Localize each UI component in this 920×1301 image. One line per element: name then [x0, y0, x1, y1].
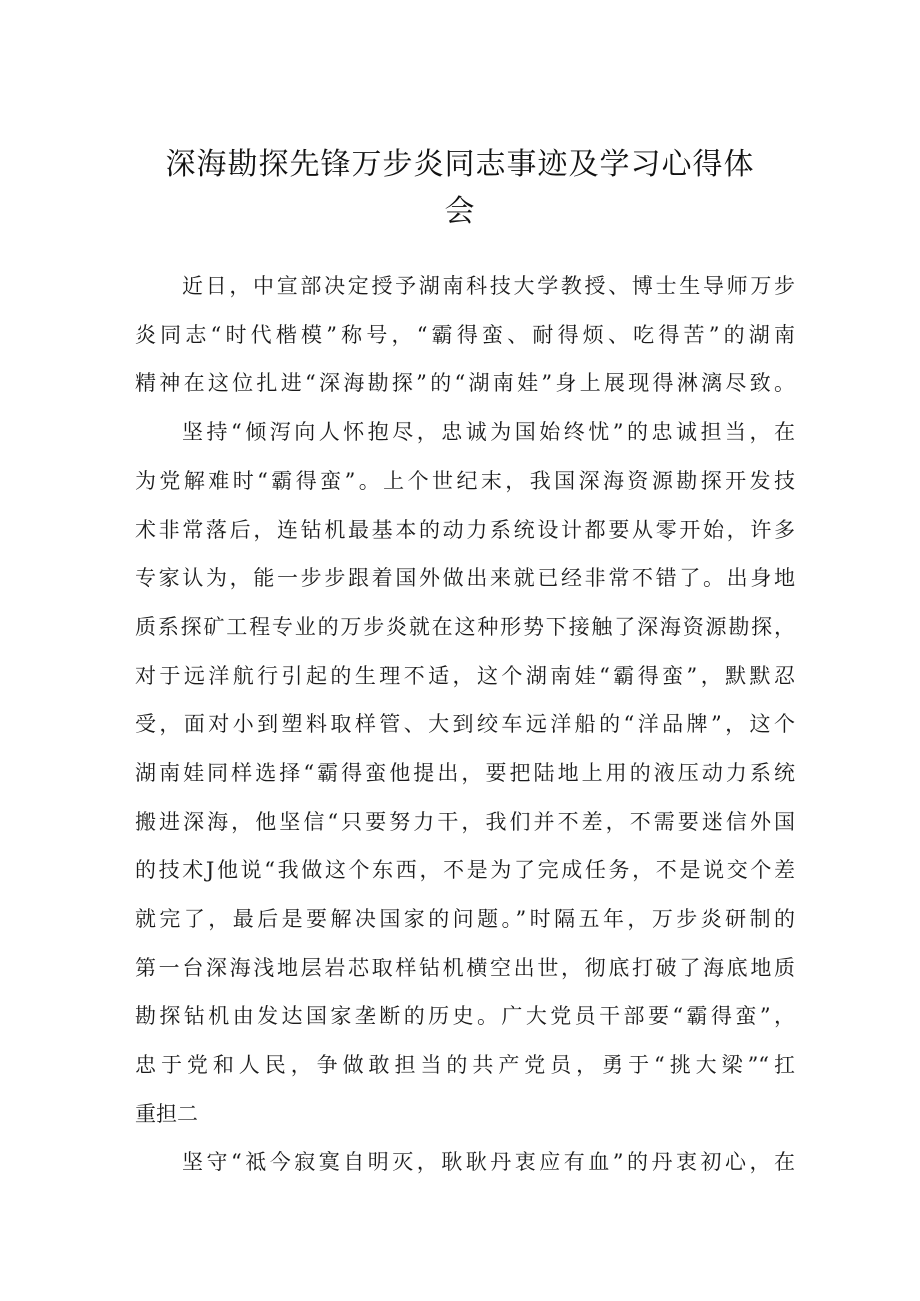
body-line: 坚守“祗今寂寞自明灭，耿耿丹衷应有血”的丹衷初心，在 — [182, 1150, 795, 1174]
document-title-line-1: 深海勘探先锋万步炎同志事迹及学习心得体 — [165, 147, 755, 182]
body-line: 对于远洋航行引起的生理不适，这个湖南娃“霸得蛮”，默默忍 — [135, 664, 795, 688]
body-line: 质系探矿工程专业的万步炎就在这种形势下接触了深海资源勘探， — [135, 615, 795, 639]
body-line: 搬进深海，他坚信“只要努力干，我们并不差，不需要迷信外国 — [135, 810, 795, 834]
body-line: 忠于党和人民，争做敢担当的共产党员，勇于“挑大梁”“扛 — [135, 1053, 795, 1077]
body-line: 重担二 — [135, 1102, 198, 1126]
body-line: 近日，中宣部决定授予湖南科技大学教授、博士生导师万步 — [182, 274, 795, 298]
body-line: 受，面对小到塑料取样管、大到绞车远洋船的“洋品牌”，这个 — [135, 712, 795, 736]
body-line: 的技术J他说“我做这个东西，不是为了完成任务，不是说交个差 — [135, 858, 795, 882]
body-line: 湖南娃同样选择“霸得蛮他提出，要把陆地上用的液压动力系统 — [135, 761, 795, 785]
document-title-line-2: 会 — [444, 194, 476, 229]
body-line: 勘探钻机由发达国家垄断的历史。广大党员干部要“霸得蛮”， — [135, 1004, 795, 1028]
body-line: 坚持“倾泻向人怀抱尽，忠诚为国始终忧”的忠诚担当，在 — [182, 420, 795, 444]
body-line: 就完了，最后是要解决国家的问题。”时隔五年，万步炎研制的 — [135, 907, 795, 931]
body-line: 专家认为，能一步步跟着国外做出来就已经非常不错了。出身地 — [135, 566, 795, 590]
body-line: 第一台深海浅地层岩芯取样钻机横空出世，彻底打破了海底地质 — [135, 956, 795, 980]
body-line: 精神在这位扎进“深海勘探”的“湖南娃”身上展现得淋漓尽致。 — [135, 371, 795, 395]
body-line: 术非常落后，连钻机最基本的动力系统设计都要从零开始，许多 — [135, 518, 795, 542]
body-line: 为党解难时“霸得蛮”。上个世纪末，我国深海资源勘探开发技 — [135, 469, 795, 493]
body-line: 炎同志“时代楷模”称号，“霸得蛮、耐得烦、吃得苦”的湖南 — [135, 323, 795, 347]
